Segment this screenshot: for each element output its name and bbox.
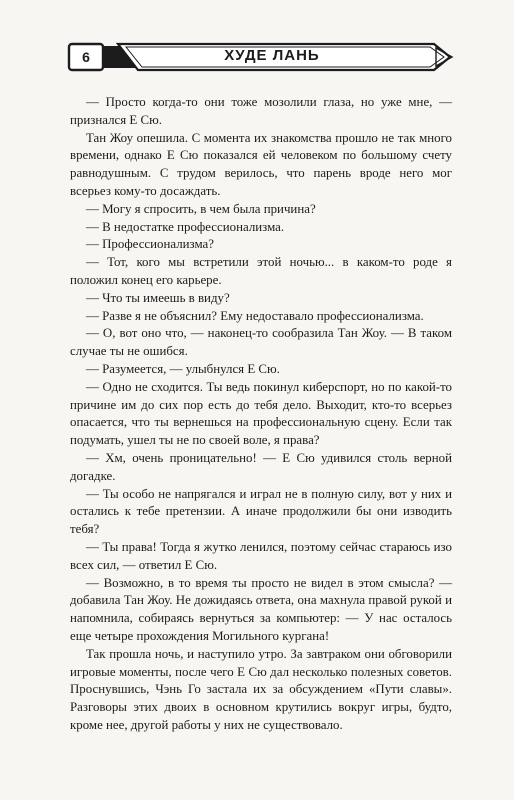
paragraph: — Что ты имеешь в виду?	[86, 290, 230, 305]
paragraph: — Разве я не объяснил? Ему недоставало профессионализма.	[86, 308, 424, 323]
page-number: 6	[82, 49, 90, 65]
paragraph: Так прошла ночь, и наступило утро. За завтраком они обговорили игровые моменты, после чего Е Сю дал несколько полезных советов. Проснувшись, Чэнь Го застала их за обсуждением «Пути славы». Разговоры этих двоих в основном крутились вокруг игры, будто, кроме нее, другой работы у них не существовало.	[70, 646, 452, 732]
running-header	[64, 40, 456, 74]
paragraph: — Просто когда-то они тоже мозолили глаза, но уже мне, — признался Е Сю.	[70, 95, 452, 127]
paragraph: — Тот, кого мы встретили этой ночью... в каком-то роде я положил конец его карьере.	[70, 255, 452, 287]
paragraph: — Хм, очень проницательно! — Е Сю удивился столь верной догадке.	[70, 450, 452, 483]
paragraph: — Ты права! Тогда я жутко ленился, поэтому сейчас стараюсь изо всех сил, — ответил Е Сю.	[70, 539, 452, 572]
paragraph: — В недостатке профессионализма.	[86, 219, 285, 234]
paragraph: — Возможно, в то время ты просто не видел в этом смысла? — добавила Тан Жоу. Не дожидаясь ответа, она махнула правой рукой и напомнила, собираясь вернуться за компьютер: — У нас осталось еще четыре прохождения Могильного кургана!	[70, 575, 452, 643]
paragraph: — Ты особо не напрягался и играл не в полную силу, вот у них и остались к тебе претензии. А иначе продолжили бы они изводить тебя?	[70, 486, 452, 537]
paragraph: — Разумеется, — улыбнулся Е Сю.	[86, 361, 280, 376]
paragraph: — Могу я спросить, в чем была причина?	[86, 201, 316, 216]
paragraph: — Одно не сходится. Ты ведь покинул киберспорт, но по какой-то причине им до сих пор есть до тебя дело. Выходит, кто-то всерьез опасается, что ты вернешься на профессиональную сцену. Если так подумать, ушел ты не по своей воле, я права?	[70, 379, 452, 448]
paragraph: — Профессионализма?	[86, 237, 214, 252]
body-text	[70, 94, 452, 735]
running-title: ХУДЕ ЛАНЬ	[224, 47, 320, 64]
paragraph: Тан Жоу опешила. С момента их знакомства прошло не так много времени, однако Е Сю показался ей человеком по большому счету равнодушным. С трудом верилось, что парень вроде него мог всерьез кому-то досаждать.	[70, 130, 452, 198]
paragraph: — О, вот оно что, — наконец-то сообразила Тан Жоу. — В таком случае ты не ошибся.	[70, 326, 452, 359]
